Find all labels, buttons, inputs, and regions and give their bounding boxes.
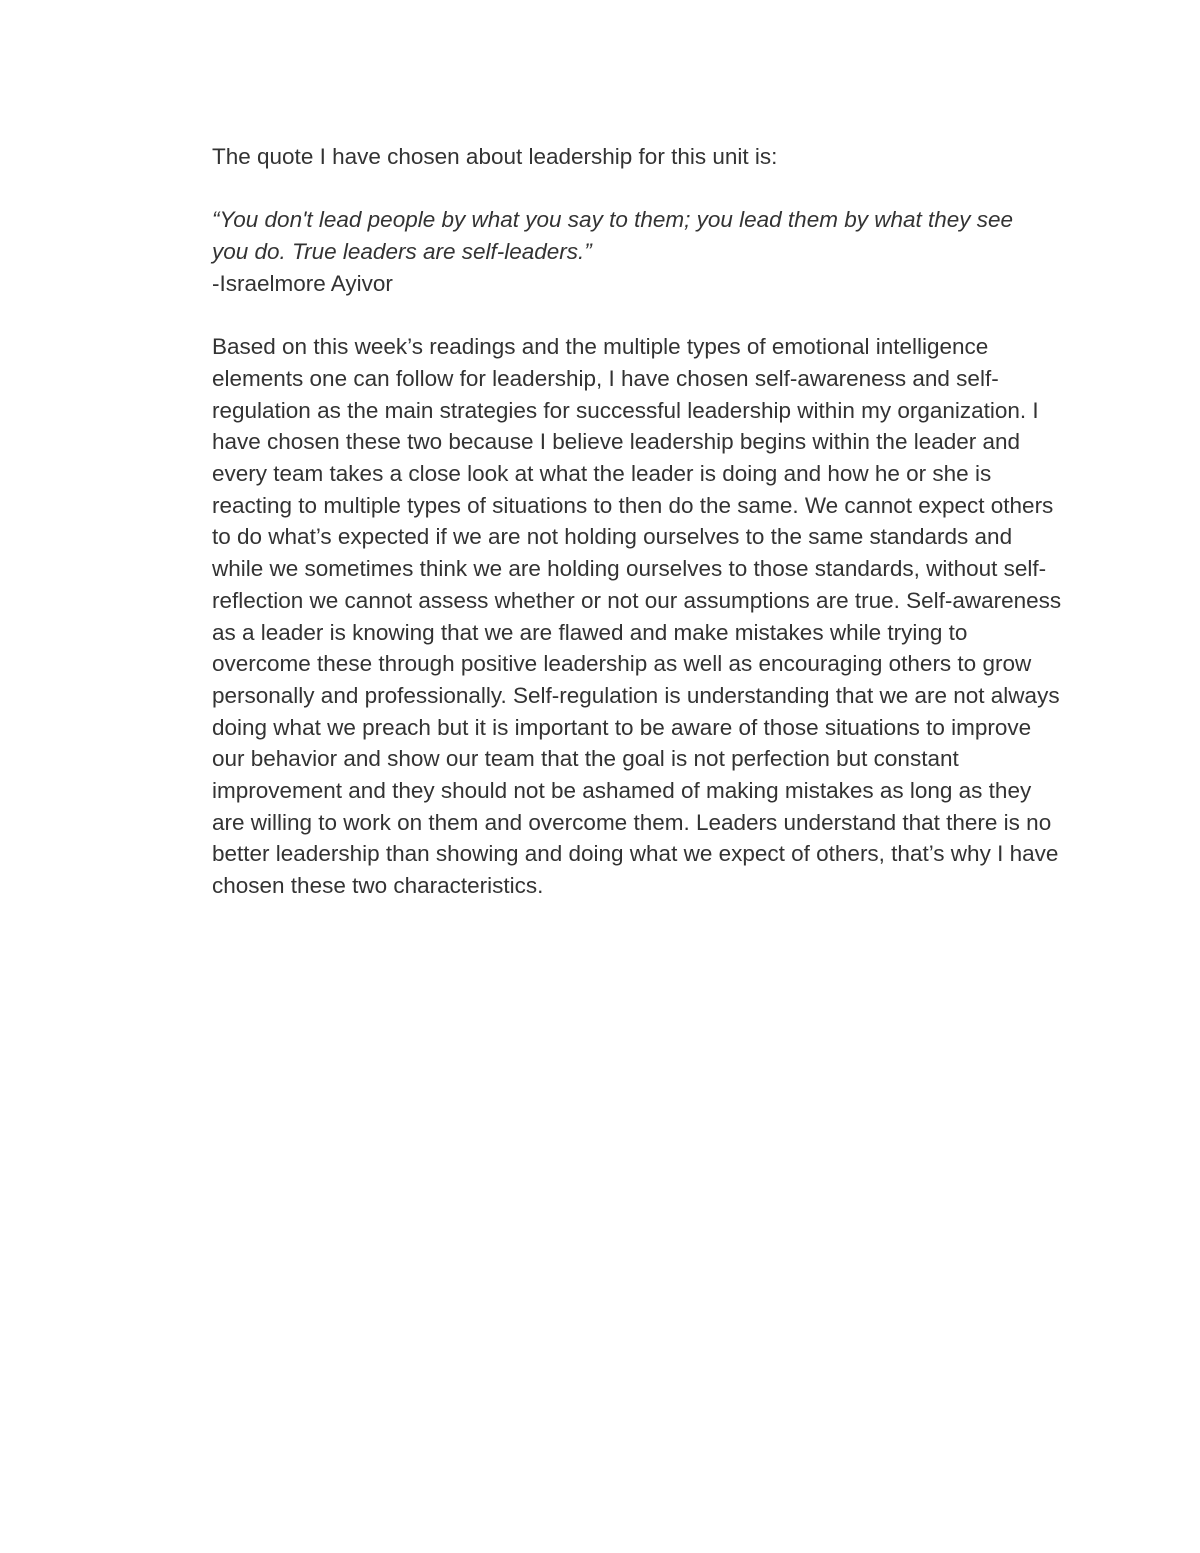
intro-line: The quote I have chosen about leadership for this unit is: [212,144,778,169]
body-paragraph: Based on this week’s readings and the multiple types of emotional intelligence elements one can follow for leadership, I have chosen self-awareness and self-regulation as the main strategies for successful leadership within my organization. I have chosen these two because I believe leadership begins within the leader and every team takes a close look at what the leader is doing and how he or she is reacting to multiple types of situations to then do the same. We cannot expect others to do what’s expected if we are not holding ourselves to the same standards and while we sometimes think we are holding ourselves to those standards, without self-reflection we cannot assess whether or not our assumptions are true. Self-awareness as a leader is knowing that we are flawed and make mistakes while trying to overcome these through positive leadership as well as encouraging others to grow personally and professionally. Self-regulation is understanding that we are not always doing what we preach but it is important to be aware of those situations to improve our behavior and show our team that the goal is not perfection but constant improvement and they should not be ashamed of making mistakes as long as they are willing to work on them and overcome them. Leaders understand that there is no better leadership than showing and doing what we expect of others, that’s why I have chosen these two characteristics. [212,334,1062,899]
quote-author: -Israelmore Ayivor [212,270,393,296]
document-content [212,141,1072,902]
leadership-quote: “You don't lead people by what you say to them; you lead them by what they see you do. True leaders are self-leaders.” [212,207,1014,265]
